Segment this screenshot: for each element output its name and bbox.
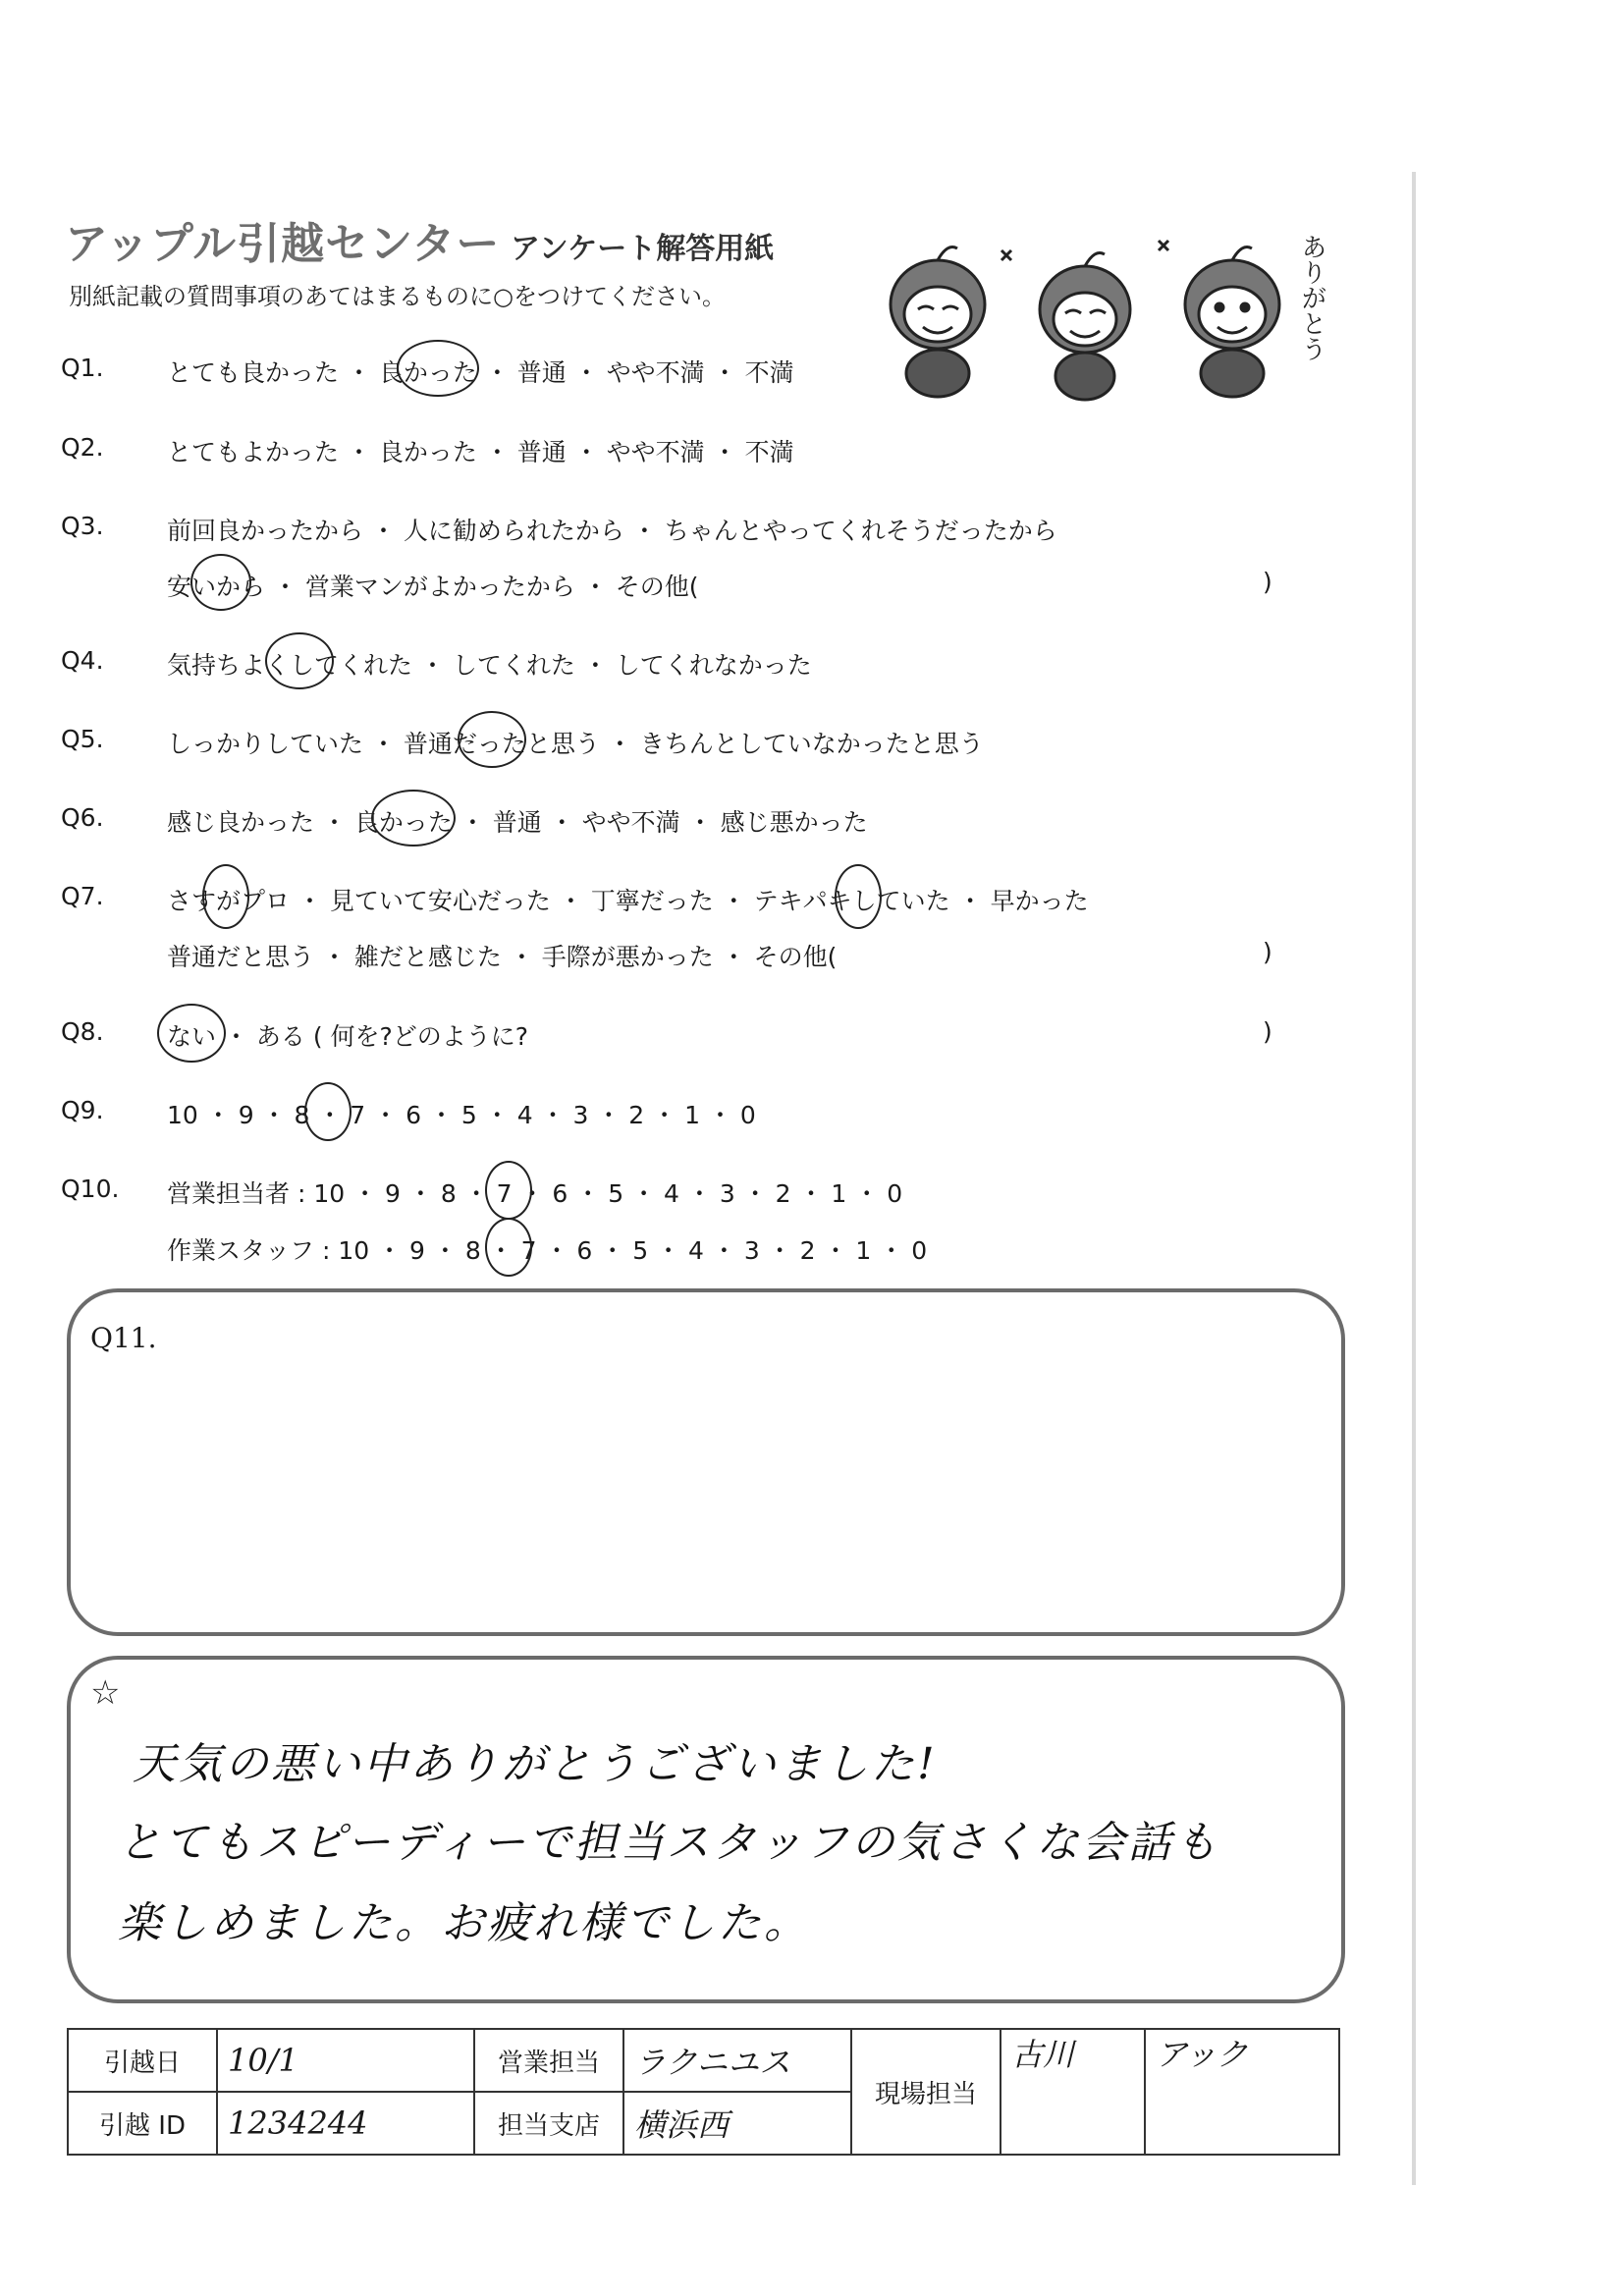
comment-line-3: 楽しめました。お疲れ様でした。 [118, 1898, 810, 1948]
question-9-options: 10 ・ 9 ・ 8 ・ 7 ・ 6 ・ 5 ・ 4 ・ 3 ・ 2 ・ 1 ・ 0 [167, 1101, 756, 1129]
branch-label: 担当支店 [474, 2092, 623, 2155]
site-staff-value-1: 古川 [1001, 2029, 1145, 2155]
answer-circle-q9 [304, 1082, 352, 1141]
question-8-close-paren: ) [1263, 1017, 1272, 1046]
question-3-options-line2: 安いから ・ 営業マンがよかったから ・ その他( [167, 573, 699, 601]
question-3-close-paren: ) [1263, 568, 1272, 596]
question-4-label: Q4. [61, 646, 104, 675]
answer-circle-q6 [371, 790, 456, 847]
question-1-options: とても良かった ・ 良かった ・ 普通 ・ やや不満 ・ 不満 [167, 358, 794, 387]
site-staff-label: 現場担当 [851, 2029, 1001, 2155]
answer-circle-q3 [190, 554, 251, 611]
answer-circle-q4 [265, 632, 334, 689]
answer-circle-q10-staff [485, 1218, 532, 1277]
answer-circle-q8 [157, 1004, 226, 1063]
question-3-label: Q3. [61, 512, 104, 540]
answer-circle-q1 [397, 340, 479, 397]
star-icon: ☆ [90, 1673, 121, 1713]
answer-circle-q5 [458, 711, 526, 768]
question-10-label: Q10. [61, 1175, 120, 1203]
answer-circle-q7-b [835, 864, 882, 929]
comment-line-2: とてもスピーディーで担当スタッフの気さくな会話も [118, 1818, 1220, 1868]
question-9-label: Q9. [61, 1096, 104, 1124]
move-id-value: 1234244 [217, 2092, 474, 2155]
q11-label: Q11. [90, 1322, 157, 1354]
move-info-table [67, 2028, 1340, 2156]
question-5-options: しっかりしていた ・ 普通だったと思う ・ きちんとしていなかったと思う [167, 730, 984, 758]
question-5-label: Q5. [61, 725, 104, 753]
answer-circle-q10-sales [485, 1161, 532, 1220]
question-4-options: 気持ちよくしてくれた ・ してくれた ・ してくれなかった [167, 651, 812, 680]
monkey-mascot-1 [891, 247, 985, 398]
question-6-label: Q6. [61, 803, 104, 832]
question-7-options-line2: 普通だと思う ・ 雑だと感じた ・ 手際が悪かった ・ その他( [167, 943, 838, 971]
question-6-options: 感じ良かった ・ 良かった ・ 普通 ・ やや不満 ・ 感じ悪かった [167, 808, 868, 837]
branch-value: 横浜西 [623, 2092, 851, 2155]
monkey-mascot-2 [1040, 253, 1130, 401]
form-title: アンケート解答用紙 [511, 232, 775, 266]
question-8-options: ない ・ ある ( 何を?どのように? [167, 1022, 529, 1051]
question-3-options-line1: 前回良かったから ・ 人に勧められたから ・ ちゃんとやってくれそうだったから [167, 517, 1057, 545]
monkey-mascots-illustration [864, 211, 1325, 408]
instruction-text: 別紙記載の質問事項のあてはまるものに○をつけてください。 [69, 283, 726, 310]
question-8-label: Q8. [61, 1017, 104, 1046]
question-7-close-paren: ) [1263, 938, 1272, 966]
comment-line-1: 天気の悪い中ありがとうございました! [133, 1739, 938, 1789]
sales-rep-label: 営業担当 [474, 2029, 623, 2092]
move-date-value: 10/1 [217, 2029, 474, 2092]
move-id-label: 引越 ID [68, 2092, 217, 2155]
sales-rep-value: ラクニユス [623, 2029, 851, 2092]
question-1-label: Q1. [61, 354, 104, 382]
scan-edge-line [1412, 172, 1416, 2185]
company-title: アップル引越センター [65, 219, 501, 269]
thanks-vertical-text: ありがとう [1297, 234, 1326, 361]
site-staff-value-2: アック [1145, 2029, 1339, 2155]
question-2-label: Q2. [61, 433, 104, 462]
monkey-mascot-3 [1185, 247, 1279, 398]
question-7-label: Q7. [61, 882, 104, 910]
question-10-staff-scale: 作業スタッフ : 10 ・ 9 ・ 8 ・ 7 ・ 6 ・ 5 ・ 4 ・ 3 ・ 2 ・ 1 ・ 0 [167, 1236, 928, 1265]
question-2-options: とてもよかった ・ 良かった ・ 普通 ・ やや不満 ・ 不満 [167, 438, 794, 466]
question-7-options-line1: さすがプロ ・ 見ていて安心だった ・ 丁寧だった ・ テキパキしていた ・ 早かった [167, 887, 1089, 915]
move-date-label: 引越日 [68, 2029, 217, 2092]
q11-answer-box [67, 1288, 1345, 1636]
answer-circle-q7-a [202, 864, 249, 929]
question-10-sales-scale: 営業担当者 : 10 ・ 9 ・ 8 ・ 7 ・ 6 ・ 5 ・ 4 ・ 3 ・ 2 ・ 1 ・ 0 [167, 1179, 903, 1208]
